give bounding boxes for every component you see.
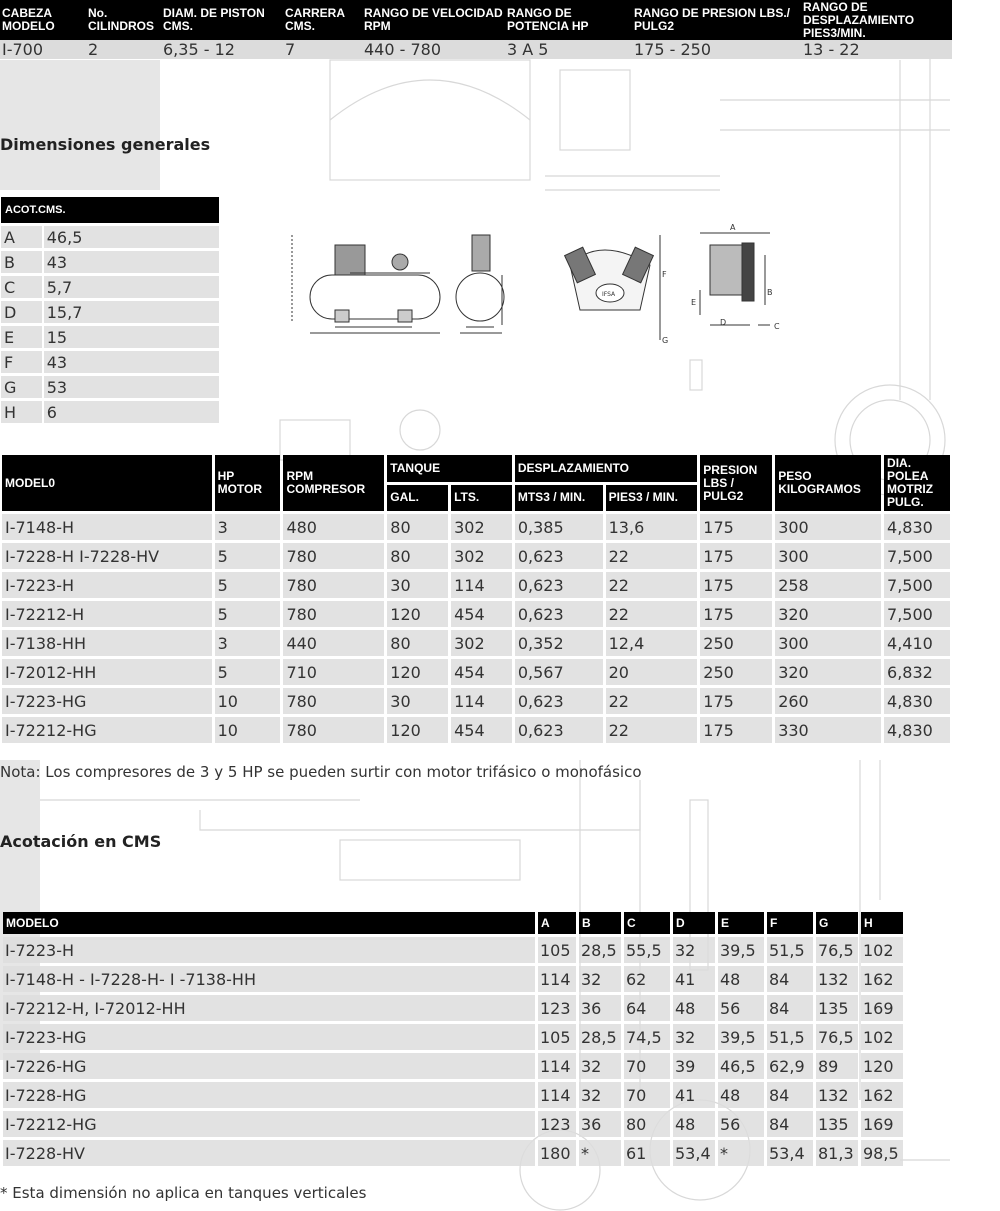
models-table-cell: 454 bbox=[451, 717, 512, 743]
models-header-peso: PESO KILOGRAMOS bbox=[775, 455, 881, 511]
models-table-cell: 10 bbox=[215, 688, 281, 714]
dims-table-cell: 53,4 bbox=[673, 1140, 715, 1166]
models-table-row bbox=[2, 630, 950, 656]
drawing-label-g: G bbox=[662, 336, 669, 345]
spec-cell: I-700 bbox=[0, 40, 86, 59]
dims-table-cell: 89 bbox=[816, 1053, 858, 1079]
dims-table-cell: I-7228-HG bbox=[3, 1082, 535, 1108]
models-header-tanque: TANQUE bbox=[387, 455, 512, 482]
models-table-row bbox=[2, 514, 950, 540]
dims-table-cell: 120 bbox=[861, 1053, 903, 1079]
dims-table-cell: * bbox=[579, 1140, 621, 1166]
dims-table-row bbox=[3, 995, 903, 1021]
dims-table-cell: 84 bbox=[767, 1082, 813, 1108]
models-table-cell: 7,500 bbox=[884, 543, 950, 569]
dims-table-cell: 135 bbox=[816, 995, 858, 1021]
acot-letter: D bbox=[1, 301, 42, 323]
drawing-label-d: D bbox=[720, 318, 727, 327]
models-table-cell: 250 bbox=[700, 630, 772, 656]
models-table-row bbox=[2, 688, 950, 714]
models-table-cell: 780 bbox=[283, 601, 384, 627]
acot-value: 46,5 bbox=[44, 226, 219, 248]
dims-table-cell: 162 bbox=[861, 1082, 903, 1108]
models-table-cell: 22 bbox=[606, 717, 698, 743]
models-table-cell: 250 bbox=[700, 659, 772, 685]
dims-table-cell: 132 bbox=[816, 966, 858, 992]
models-table-cell: 120 bbox=[387, 717, 448, 743]
tank-side-view bbox=[310, 275, 440, 319]
dims-table-cell: 70 bbox=[624, 1053, 670, 1079]
spec-header-cilindros: No. CILINDROS bbox=[86, 0, 161, 40]
dims-table-cell: 36 bbox=[579, 1111, 621, 1137]
models-table-cell: 22 bbox=[606, 572, 698, 598]
spec-data-row bbox=[0, 40, 952, 59]
models-table-row bbox=[2, 572, 950, 598]
spec-cell: 3 A 5 bbox=[505, 40, 632, 59]
dims-table-cell: 41 bbox=[673, 1082, 715, 1108]
dims-table-row bbox=[3, 937, 903, 963]
spec-header-cabeza-modelo: CABEZA MODELO bbox=[0, 0, 86, 40]
models-table-cell: 5 bbox=[215, 659, 281, 685]
dims-table-cell: 76,5 bbox=[816, 1024, 858, 1050]
models-table-row bbox=[2, 717, 950, 743]
dims-header-d: D bbox=[673, 912, 715, 934]
models-table-cell: 4,410 bbox=[884, 630, 950, 656]
models-table-cell: 120 bbox=[387, 659, 448, 685]
models-table-cell: 4,830 bbox=[884, 688, 950, 714]
spec-cell: 175 - 250 bbox=[632, 40, 801, 59]
models-table-cell: 440 bbox=[283, 630, 384, 656]
models-table-cell: 5 bbox=[215, 601, 281, 627]
dims-table-row bbox=[3, 966, 903, 992]
models-table-cell: 0,623 bbox=[515, 601, 603, 627]
models-table-cell: 780 bbox=[283, 688, 384, 714]
models-table-cell: 302 bbox=[451, 543, 512, 569]
acot-row bbox=[1, 401, 219, 423]
dims-table-cell: * bbox=[718, 1140, 764, 1166]
spec-header-velocidad: RANGO DE VELOCIDAD RPM bbox=[362, 0, 505, 40]
models-header-gal: GAL. bbox=[387, 485, 448, 512]
models-table-cell: 22 bbox=[606, 688, 698, 714]
dims-table-cell: 64 bbox=[624, 995, 670, 1021]
acot-row bbox=[1, 251, 219, 273]
dims-table-cell: 48 bbox=[673, 995, 715, 1021]
dims-table-cell: 80 bbox=[624, 1111, 670, 1137]
models-table-cell: 175 bbox=[700, 717, 772, 743]
acotacion-heading: Acotación en CMS bbox=[0, 832, 162, 851]
models-table-cell: I-7138-HH bbox=[2, 630, 212, 656]
models-table-cell: 300 bbox=[775, 630, 881, 656]
acot-letter: E bbox=[1, 326, 42, 348]
models-table-cell: 454 bbox=[451, 659, 512, 685]
dims-table-cell: 32 bbox=[673, 937, 715, 963]
spec-header-diam-piston: DIAM. DE PISTON CMS. bbox=[161, 0, 283, 40]
dims-table-cell: 81,3 bbox=[816, 1140, 858, 1166]
models-table-cell: 175 bbox=[700, 688, 772, 714]
spec-header-row bbox=[0, 0, 952, 40]
dims-header-h: H bbox=[861, 912, 903, 934]
dims-table-row bbox=[3, 1140, 903, 1166]
dims-table-cell: 62,9 bbox=[767, 1053, 813, 1079]
dims-table-row bbox=[3, 1024, 903, 1050]
models-table-cell: 0,623 bbox=[515, 543, 603, 569]
models-header-row bbox=[2, 455, 950, 482]
models-table-cell: 260 bbox=[775, 688, 881, 714]
spec-cell: 440 - 780 bbox=[362, 40, 505, 59]
dims-table-cell: 61 bbox=[624, 1140, 670, 1166]
models-table-cell: 30 bbox=[387, 572, 448, 598]
dims-header-row bbox=[3, 912, 903, 934]
dims-header-e: E bbox=[718, 912, 764, 934]
acot-value: 15,7 bbox=[44, 301, 219, 323]
spec-cell: 13 - 22 bbox=[801, 40, 952, 59]
dims-header-a: A bbox=[538, 912, 576, 934]
models-table-cell: 7,500 bbox=[884, 601, 950, 627]
models-table-cell: 0,623 bbox=[515, 717, 603, 743]
models-table-cell: 80 bbox=[387, 543, 448, 569]
drawing-label-b: B bbox=[767, 288, 773, 297]
models-table-row bbox=[2, 601, 950, 627]
models-header-rpm: RPM COMPRESOR bbox=[283, 455, 384, 511]
dims-table-cell: 51,5 bbox=[767, 1024, 813, 1050]
dims-header-g: G bbox=[816, 912, 858, 934]
models-header-presion: PRESION LBS / PULG2 bbox=[700, 455, 772, 511]
spec-header-carrera: CARRERA CMS. bbox=[283, 0, 362, 40]
models-table-cell: 175 bbox=[700, 543, 772, 569]
drawing-label-f: F bbox=[662, 270, 667, 279]
models-table-cell: 0,385 bbox=[515, 514, 603, 540]
acot-value: 6 bbox=[44, 401, 219, 423]
spec-table bbox=[0, 0, 952, 59]
drawing-label-a: A bbox=[730, 223, 736, 232]
dims-table-cell: 32 bbox=[673, 1024, 715, 1050]
spec-cell: 7 bbox=[283, 40, 362, 59]
dims-header-c: C bbox=[624, 912, 670, 934]
dims-table-cell: 105 bbox=[538, 937, 576, 963]
dims-table-cell: 132 bbox=[816, 1082, 858, 1108]
acot-value: 15 bbox=[44, 326, 219, 348]
nota-text: Nota: Los compresores de 3 y 5 HP se pueden surtir con motor trifásico o monofásico bbox=[0, 763, 642, 781]
tank-end-view bbox=[456, 273, 504, 321]
models-table-cell: 302 bbox=[451, 630, 512, 656]
dims-table-cell: 62 bbox=[624, 966, 670, 992]
dims-table-row bbox=[3, 1111, 903, 1137]
models-table-cell: 20 bbox=[606, 659, 698, 685]
models-table-cell: 330 bbox=[775, 717, 881, 743]
dims-table-row bbox=[3, 1082, 903, 1108]
acot-value: 43 bbox=[44, 351, 219, 373]
models-table-cell: 22 bbox=[606, 601, 698, 627]
models-table-cell: 175 bbox=[700, 601, 772, 627]
models-header-desplazamiento: DESPLAZAMIENTO bbox=[515, 455, 697, 482]
models-table-cell: 30 bbox=[387, 688, 448, 714]
models-table-cell: 780 bbox=[283, 572, 384, 598]
acot-letter: H bbox=[1, 401, 42, 423]
models-table-cell: 780 bbox=[283, 717, 384, 743]
dims-table-cell: 135 bbox=[816, 1111, 858, 1137]
models-header-hp: HP MOTOR bbox=[215, 455, 281, 511]
dims-table-row bbox=[3, 1053, 903, 1079]
dims-table-cell: 51,5 bbox=[767, 937, 813, 963]
spec-cell: 2 bbox=[86, 40, 161, 59]
models-table-row bbox=[2, 659, 950, 685]
models-header-pies: PIES3 / MIN. bbox=[606, 485, 698, 512]
dims-table-cell: 53,4 bbox=[767, 1140, 813, 1166]
models-table-cell: 4,830 bbox=[884, 514, 950, 540]
acot-value: 5,7 bbox=[44, 276, 219, 298]
dims-table-cell: 48 bbox=[718, 1082, 764, 1108]
spec-header-presion: RANGO DE PRESION LBS./ PULG2 bbox=[632, 0, 801, 40]
dims-table-cell: 32 bbox=[579, 1082, 621, 1108]
acot-letter: B bbox=[1, 251, 42, 273]
dims-table-cell: 123 bbox=[538, 1111, 576, 1137]
dimensiones-heading: Dimensiones generales bbox=[0, 135, 211, 154]
dims-table-cell: 102 bbox=[861, 937, 903, 963]
dims-table-cell: 28,5 bbox=[579, 937, 621, 963]
dims-table-cell: 48 bbox=[718, 966, 764, 992]
models-table-cell: 300 bbox=[775, 543, 881, 569]
dims-table-cell: 41 bbox=[673, 966, 715, 992]
acot-header: ACOT.CMS. bbox=[1, 197, 219, 223]
drawing-brand: IFSA bbox=[602, 291, 616, 298]
dims-table-cell: 55,5 bbox=[624, 937, 670, 963]
dims-table-cell: 48 bbox=[673, 1111, 715, 1137]
drawing-label-c: C bbox=[774, 322, 780, 331]
models-table-cell: 302 bbox=[451, 514, 512, 540]
dims-table-cell: 98,5 bbox=[861, 1140, 903, 1166]
spec-header-potencia: RANGO DE POTENCIA HP bbox=[505, 0, 632, 40]
dims-header-f: F bbox=[767, 912, 813, 934]
models-table-cell: 80 bbox=[387, 630, 448, 656]
dims-table-cell: 84 bbox=[767, 995, 813, 1021]
acot-row bbox=[1, 301, 219, 323]
acot-row bbox=[1, 226, 219, 248]
models-table-cell: 80 bbox=[387, 514, 448, 540]
dims-table-cell: I-7148-H - I-7228-H- I -7138-HH bbox=[3, 966, 535, 992]
models-table-cell: 114 bbox=[451, 572, 512, 598]
dims-table bbox=[0, 909, 906, 1169]
dims-table-cell: 28,5 bbox=[579, 1024, 621, 1050]
models-table-cell: 12,4 bbox=[606, 630, 698, 656]
models-table-cell: 320 bbox=[775, 659, 881, 685]
models-table-cell: 4,830 bbox=[884, 717, 950, 743]
models-table-cell: 22 bbox=[606, 543, 698, 569]
dims-table-cell: 36 bbox=[579, 995, 621, 1021]
acot-row bbox=[1, 351, 219, 373]
dims-table-cell: 102 bbox=[861, 1024, 903, 1050]
dims-table-cell: 56 bbox=[718, 1111, 764, 1137]
dims-table-cell: 56 bbox=[718, 995, 764, 1021]
acot-value: 53 bbox=[44, 376, 219, 398]
spec-cell: 6,35 - 12 bbox=[161, 40, 283, 59]
acot-row bbox=[1, 276, 219, 298]
models-table-cell: 710 bbox=[283, 659, 384, 685]
dims-table-cell: 32 bbox=[579, 1053, 621, 1079]
dims-table-cell: 105 bbox=[538, 1024, 576, 1050]
models-header-lts: LTS. bbox=[451, 485, 512, 512]
dims-table-cell: 123 bbox=[538, 995, 576, 1021]
models-table-cell: I-7223-H bbox=[2, 572, 212, 598]
models-table-cell: 0,567 bbox=[515, 659, 603, 685]
models-table-cell: 5 bbox=[215, 572, 281, 598]
models-table-cell: 3 bbox=[215, 630, 281, 656]
models-table-cell: 120 bbox=[387, 601, 448, 627]
dims-header-b: B bbox=[579, 912, 621, 934]
models-table bbox=[0, 452, 953, 746]
models-table-cell: 0,352 bbox=[515, 630, 603, 656]
models-table-cell: 3 bbox=[215, 514, 281, 540]
dims-table-cell: 114 bbox=[538, 966, 576, 992]
models-header-modelo: MODEL0 bbox=[2, 455, 212, 511]
dims-table-cell: 39,5 bbox=[718, 937, 764, 963]
dims-table-cell: I-72212-H, I-72012-HH bbox=[3, 995, 535, 1021]
footnote-text: * Esta dimensión no aplica en tanques verticales bbox=[0, 1184, 367, 1202]
dims-header-modelo: MODELO bbox=[3, 912, 535, 934]
acot-letter: G bbox=[1, 376, 42, 398]
dims-table-cell: 114 bbox=[538, 1082, 576, 1108]
acot-letter: F bbox=[1, 351, 42, 373]
dims-table-cell: 169 bbox=[861, 1111, 903, 1137]
models-table-cell: 480 bbox=[283, 514, 384, 540]
dims-table-cell: 76,5 bbox=[816, 937, 858, 963]
dims-table-cell: 84 bbox=[767, 1111, 813, 1137]
models-table-cell: 780 bbox=[283, 543, 384, 569]
dims-table-cell: 169 bbox=[861, 995, 903, 1021]
dims-table-cell: I-72212-HG bbox=[3, 1111, 535, 1137]
models-table-cell: 300 bbox=[775, 514, 881, 540]
models-header-dia-polea: DIA. POLEA MOTRIZ PULG. bbox=[884, 455, 950, 511]
compressor-dimension-drawing bbox=[280, 215, 800, 355]
dims-table-cell: 39 bbox=[673, 1053, 715, 1079]
drawing-label-e: E bbox=[691, 298, 697, 307]
models-table-cell: 258 bbox=[775, 572, 881, 598]
dims-table-cell: 70 bbox=[624, 1082, 670, 1108]
dims-table-cell: 32 bbox=[579, 966, 621, 992]
models-table-cell: 6,832 bbox=[884, 659, 950, 685]
models-table-cell: 114 bbox=[451, 688, 512, 714]
models-table-cell: 320 bbox=[775, 601, 881, 627]
models-table-cell: 10 bbox=[215, 717, 281, 743]
acot-value: 43 bbox=[44, 251, 219, 273]
dims-table-cell: I-7226-HG bbox=[3, 1053, 535, 1079]
models-table-cell: 13,6 bbox=[606, 514, 698, 540]
models-table-cell: 5 bbox=[215, 543, 281, 569]
models-table-cell: I-72212-H bbox=[2, 601, 212, 627]
models-table-cell: I-72012-HH bbox=[2, 659, 212, 685]
models-table-cell: I-7148-H bbox=[2, 514, 212, 540]
acot-table bbox=[0, 194, 221, 426]
models-table-row bbox=[2, 543, 950, 569]
models-table-cell: 0,623 bbox=[515, 688, 603, 714]
models-header-mts: MTS3 / MIN. bbox=[515, 485, 603, 512]
dims-table-cell: 84 bbox=[767, 966, 813, 992]
models-table-cell: I-7223-HG bbox=[2, 688, 212, 714]
models-table-cell: I-7228-H I-7228-HV bbox=[2, 543, 212, 569]
spec-header-desplazamiento: RANGO DE DESPLAZAMIENTO PIES3/MIN. bbox=[801, 0, 952, 40]
models-table-cell: 454 bbox=[451, 601, 512, 627]
models-table-cell: 0,623 bbox=[515, 572, 603, 598]
models-table-cell: 175 bbox=[700, 514, 772, 540]
dims-table-cell: 46,5 bbox=[718, 1053, 764, 1079]
dims-table-cell: 114 bbox=[538, 1053, 576, 1079]
dims-table-cell: 39,5 bbox=[718, 1024, 764, 1050]
acot-row bbox=[1, 326, 219, 348]
dims-table-cell: 180 bbox=[538, 1140, 576, 1166]
models-table-cell: 7,500 bbox=[884, 572, 950, 598]
acot-row bbox=[1, 376, 219, 398]
dims-table-cell: 162 bbox=[861, 966, 903, 992]
dims-table-cell: 74,5 bbox=[624, 1024, 670, 1050]
dims-table-cell: I-7223-HG bbox=[3, 1024, 535, 1050]
dims-table-cell: I-7223-H bbox=[3, 937, 535, 963]
models-table-cell: I-72212-HG bbox=[2, 717, 212, 743]
dims-table-cell: I-7228-HV bbox=[3, 1140, 535, 1166]
acot-letter: C bbox=[1, 276, 42, 298]
models-table-cell: 175 bbox=[700, 572, 772, 598]
acot-letter: A bbox=[1, 226, 42, 248]
